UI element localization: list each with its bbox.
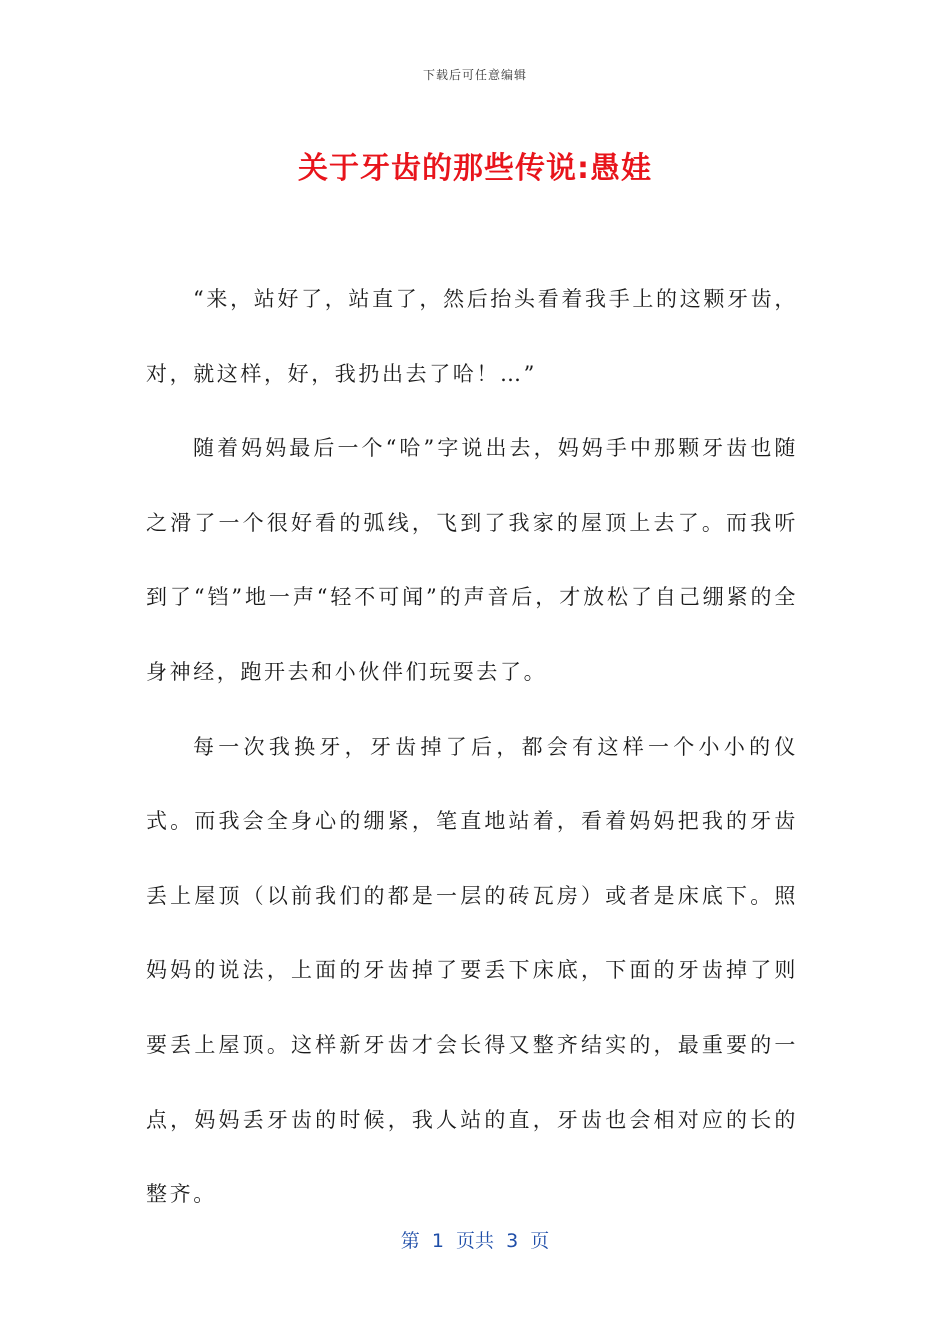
paragraph-3: 每一次我换牙，牙齿掉了后，都会有这样一个小小的仪式。而我会全身心的绷紧，笔直地站着，看着妈妈把我的牙齿丢上屋顶（以前我们的都是一层的砖瓦房）或者是床底下。照妈妈的说法，上面的牙齿掉了要丢下床底，下面的牙齿掉了则要丢上屋顶。这样新牙齿才会长得又整齐结实的，最重要的一点，妈妈丢牙齿的时候，我人站的直，牙齿也会相对应的长的整齐。 — [146, 734, 798, 1207]
paragraph-2: 随着妈妈最后一个“哈”字说出去，妈妈手中那颗牙齿也随之滑了一个很好看的弧线，飞到了我家的屋顶上去了。而我听到了“铛”地一声“轻不可闻”的声音后，才放松了自己绷紧的全身神经，跑开去和小伙伴们玩耍去了。 — [146, 436, 798, 684]
header-note: 下载后可任意编辑 — [422, 68, 527, 82]
page-number-footer: 第 1 页共 3 页 — [400, 1230, 550, 1252]
document-title: 关于牙齿的那些传说:愚娃 — [298, 151, 652, 186]
document-body — [146, 262, 798, 1232]
paragraph-1: “来，站好了，站直了，然后抬头看着我手上的这颗牙齿，对，就这样，好，我扔出去了哈！…” — [146, 287, 798, 386]
